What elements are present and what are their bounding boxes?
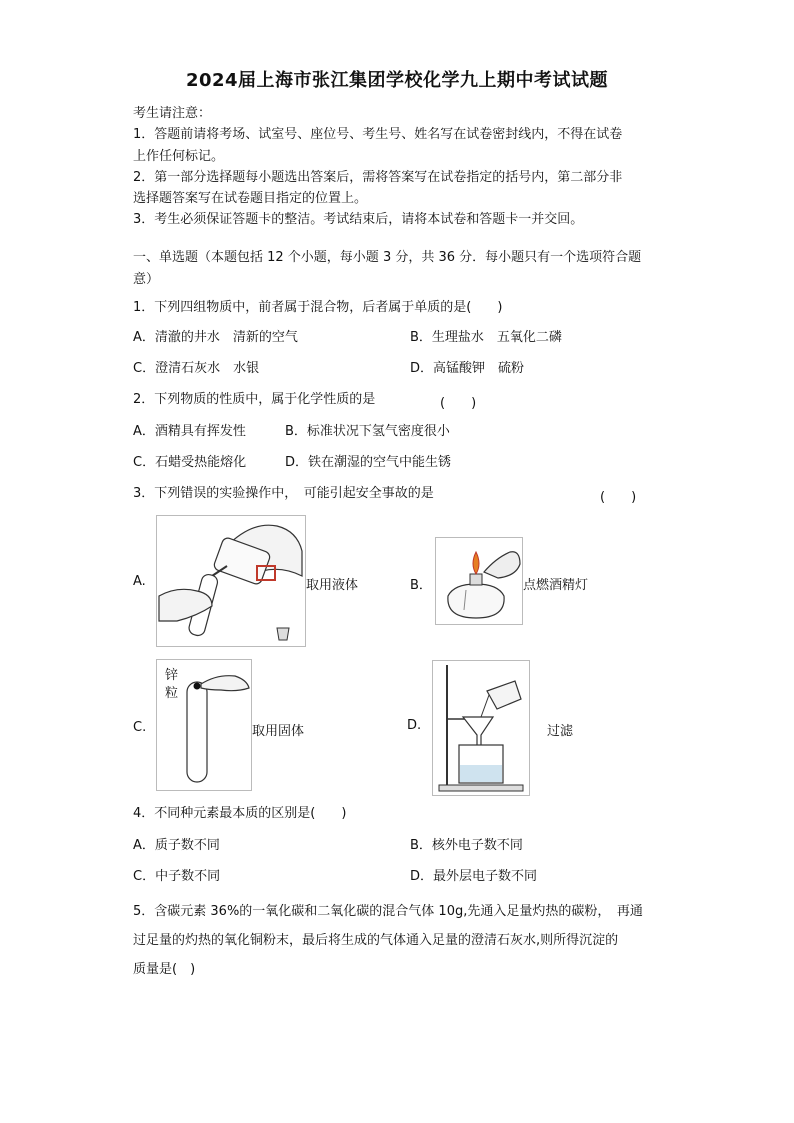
q3-option-a-label: 取用液体 [306, 578, 359, 593]
q1-option-d: D．高锰酸钾 硫粉 [410, 361, 525, 376]
zinc-label-1: 锌 [165, 668, 179, 683]
question-5-line-2: 过足量的灼热的氧化铜粉末，最后将生成的气体通入足量的澄清石灰水,则所得沉淀的 [133, 933, 619, 948]
q4-option-c: C．中子数不同 [133, 869, 221, 884]
q1-option-a: A．清澈的井水 清新的空气 [133, 330, 298, 345]
q2-option-d: D．铁在潮湿的空气中能生锈 [285, 455, 452, 470]
question-1-stem: 1．下列四组物质中，前者属于混合物，后者属于单质的是( ) [133, 300, 503, 315]
q2-option-c: C．石蜡受热能熔化 [133, 455, 247, 470]
q2-option-b: B．标准状况下氢气密度很小 [285, 424, 450, 439]
pouring-liquid-drawing [157, 516, 305, 646]
question-2-stem: 2．下列物质的性质中，属于化学性质的是 [133, 392, 376, 407]
q2-option-a: A．酒精具有挥发性 [133, 424, 246, 439]
q4-option-b: B．核外电子数不同 [410, 838, 523, 853]
q3-option-b-label: 点燃酒精灯 [523, 578, 589, 593]
q3-option-c-letter: C. [133, 720, 147, 735]
page-title: 2024届上海市张江集团学校化学九上期中考试试题 [185, 70, 609, 91]
section-heading: 一、单选题（本题包括 12 个小题，每小题 3 分，共 36 分．每小题只有一个选项符合题 [133, 250, 642, 265]
alcohol-lamp-figure [435, 537, 523, 625]
q2-answer-paren: ( ) [440, 396, 477, 411]
question-5-line-3: 质量是( ) [133, 962, 196, 977]
q4-option-a: A．质子数不同 [133, 838, 220, 853]
notice-line: 3．考生必须保证答题卡的整洁。考试结束后，请将本试卷和答题卡一并交回。 [133, 212, 584, 227]
q3-option-c-label: 取用固体 [252, 724, 305, 739]
alcohol-lamp-drawing [436, 538, 522, 624]
filtration-drawing [433, 661, 529, 795]
notice-heading: 考生请注意： [133, 106, 212, 121]
notice-line: 2．第一部分选择题每小题选出答案后，需将答案写在试卷指定的括号内，第二部分非 [133, 170, 623, 185]
notice-line: 上作任何标记。 [133, 149, 225, 164]
notice-line: 1．答题前请将考场、试室号、座位号、考生号、姓名写在试卷密封线内，不得在试卷 [133, 127, 623, 142]
section-heading-cont: 意） [133, 272, 160, 287]
filtration-figure [432, 660, 530, 796]
zinc-label-2: 粒 [165, 686, 179, 701]
question-3-stem: 3．下列错误的实验操作中， 可能引起安全事故的是 [133, 486, 434, 501]
q3-answer-paren: ( ) [600, 490, 637, 505]
notice-line: 选择题答案写在试卷题目指定的位置上。 [133, 191, 368, 206]
q1-option-c: C．澄清石灰水 水银 [133, 361, 260, 376]
q3-option-d-letter: D. [407, 718, 422, 733]
q4-option-d: D．最外层电子数不同 [410, 869, 538, 884]
q3-option-d-label: 过滤 [547, 724, 574, 739]
q3-option-b-letter: B． [410, 578, 432, 593]
q3-option-a-letter: A. [133, 574, 146, 589]
taking-solid-figure [156, 659, 252, 791]
pouring-liquid-figure [156, 515, 306, 647]
q1-option-b: B．生理盐水 五氧化二磷 [410, 330, 562, 345]
question-5-line-1: 5．含碳元素 36%的一氧化碳和二氧化碳的混合气体 10g,先通入足量灼热的碳粉， 再通 [133, 904, 643, 919]
question-4-stem: 4．不同种元素最本质的区别是( ) [133, 806, 347, 821]
